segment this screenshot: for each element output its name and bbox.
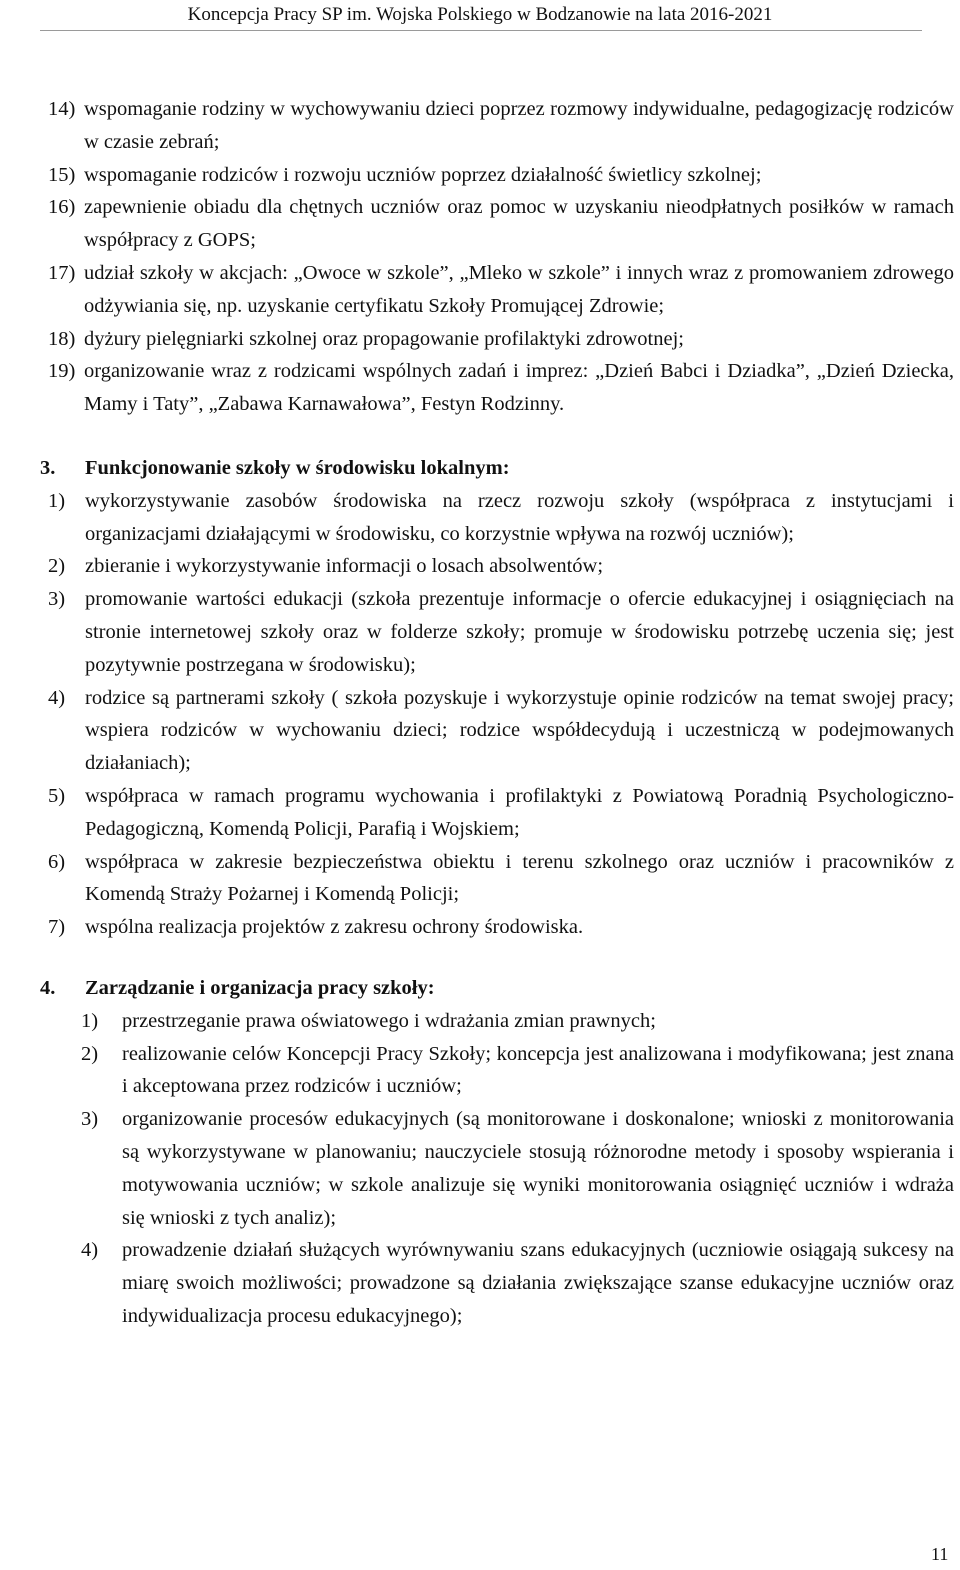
list-item — [48, 911, 954, 944]
item-number: 4) — [81, 1239, 99, 1262]
item-text: wspólna realizacja projektów z zakresu ochrony środowiska. — [85, 916, 584, 939]
item-number: 16) — [48, 196, 76, 219]
item-number: 14) — [48, 98, 76, 120]
item-number: 7) — [48, 916, 66, 939]
section-title: Funkcjonowanie szkoły w środowisku lokalnym: — [85, 456, 510, 479]
item-text: przestrzeganie prawa oświatowego i wdrażania zmian prawnych; — [122, 1009, 656, 1032]
item-number: 1) — [48, 489, 66, 512]
item-number: 3) — [81, 1108, 99, 1131]
item-text: dyżury pielęgniarki szkolnej oraz propagowanie profilaktyki zdrowotnej; — [84, 327, 684, 350]
item-text: prowadzenie działań służących wyrównywaniu szans edukacyjnych (uczniowie osiągają sukcesy na miarę swoich możliwości; prowadzone są działania zwiększające szanse edukacyjne uczniów oraz indywidualizacja procesu edukacyjnego); — [122, 1239, 954, 1327]
list-item — [48, 550, 954, 583]
list-item — [48, 1103, 954, 1234]
item-number: 5) — [48, 784, 66, 807]
item-number: 3) — [48, 588, 66, 611]
list-item — [48, 93, 954, 159]
item-text: organizowanie wraz z rodzicami wspólnych zadań i imprez: „Dzień Babci i Dziadka”, „Dzień Dziecka, Mamy i Taty”, „Zabawa Karnawałowa”, Festyn Rodzinny. — [84, 360, 954, 416]
list-item — [48, 682, 954, 780]
item-number: 6) — [48, 850, 66, 873]
item-text: współpraca w zakresie bezpieczeństwa obiektu i terenu szkolnego oraz uczniów i pracowników z Komendą Straży Pożarnej i Komendą Policji; — [85, 850, 954, 906]
list-item — [48, 355, 954, 421]
item-text: rodzice są partnerami szkoły ( szkoła pozyskuje i wykorzystuje opinie rodziców na temat swojej pracy; wspiera rodziców w wychowaniu dzieci; rodzice współdecydują i uczestniczą w podejmowanych działaniach); — [85, 686, 954, 775]
item-number: 2) — [48, 555, 66, 578]
item-text: wspomaganie rodziny w wychowywaniu dzieci poprzez rozmowy indywidualne, pedagogizację rodziców w czasie zebrań; — [84, 98, 954, 153]
item-text: realizowanie celów Koncepcji Pracy Szkoły; koncepcja jest analizowana i modyfikowana; jest znana i akceptowana przez rodziców i uczniów; — [122, 1042, 954, 1098]
list-item — [48, 780, 954, 846]
item-number: 1) — [81, 1009, 99, 1032]
list-item — [48, 1005, 954, 1038]
section-heading — [40, 452, 954, 485]
item-text: organizowanie procesów edukacyjnych (są monitorowane i doskonalone; wnioski z monitorowania są wykorzystywane w planowaniu; nauczyciele stosują różnorodne metody i sposoby wspierania i motywowania uczniów; w szkole analizuje się wyniki monitorowania osiągnięć uczniów i wdraża się wnioski z tych analiz); — [122, 1108, 954, 1229]
item-number: 2) — [81, 1042, 99, 1065]
list-item — [48, 323, 954, 356]
list-item — [48, 846, 954, 912]
page-header — [0, 0, 960, 30]
item-number: 4) — [48, 686, 66, 709]
item-text: wspomaganie rodziców i rozwoju uczniów poprzez działalność świetlicy szkolnej; — [84, 163, 762, 186]
item-number: 17) — [48, 261, 76, 284]
list-item — [48, 583, 954, 681]
page-number: 11 — [931, 1544, 949, 1564]
section-number: 3. — [40, 456, 56, 479]
item-number: 15) — [48, 163, 76, 186]
item-text: zapewnienie obiadu dla chętnych uczniów oraz pomoc w uzyskaniu nieodpłatnych posiłków w ramach współpracy z GOPS; — [84, 196, 954, 252]
section-number: 4. — [40, 976, 56, 999]
list-item — [48, 1234, 954, 1332]
item-text: wykorzystywanie zasobów środowiska na rzecz rozwoju szkoły (współpraca z instytucjami i organizacjami działającymi w środowisku, co korzystnie wpływa na rozwój uczniów); — [85, 489, 954, 545]
list-item — [48, 1038, 954, 1104]
section-title: Zarządzanie i organizacja pracy szkoły: — [85, 976, 435, 999]
list-item — [48, 159, 954, 192]
item-text: współpraca w ramach programu wychowania i profilaktyki z Powiatową Poradnią Psychologiczno-Pedagogiczną, Komendą Policji, Parafią i Wojskiem; — [85, 784, 954, 840]
list-item — [48, 257, 954, 323]
item-text: udział szkoły w akcjach: „Owoce w szkole”, „Mleko w szkole” i innych wraz z promowaniem zdrowego odżywiania się, np. uzyskanie certyfikatu Szkoły Promującej Zdrowie; — [84, 261, 954, 317]
item-text: promowanie wartości edukacji (szkoła prezentuje informacje o ofercie edukacyjnej i osiągnięciach na stronie internetowej szkoły oraz w folderze szkoły; promuje w środowisku potrzebę uczenia się; jest pozytywnie postrzegana w środowisku); — [85, 588, 954, 676]
list-item — [48, 485, 954, 551]
item-number: 18) — [48, 327, 76, 350]
document-body — [40, 93, 954, 1333]
header-title: Koncepcja Pracy SP im. Wojska Polskiego w Bodzanowie na lata 2016-2021 — [187, 4, 773, 25]
section-heading — [40, 972, 954, 1005]
header-divider — [40, 30, 922, 31]
item-number: 19) — [48, 360, 76, 383]
list-item — [48, 191, 954, 257]
item-text: zbieranie i wykorzystywanie informacji o losach absolwentów; — [85, 555, 604, 578]
